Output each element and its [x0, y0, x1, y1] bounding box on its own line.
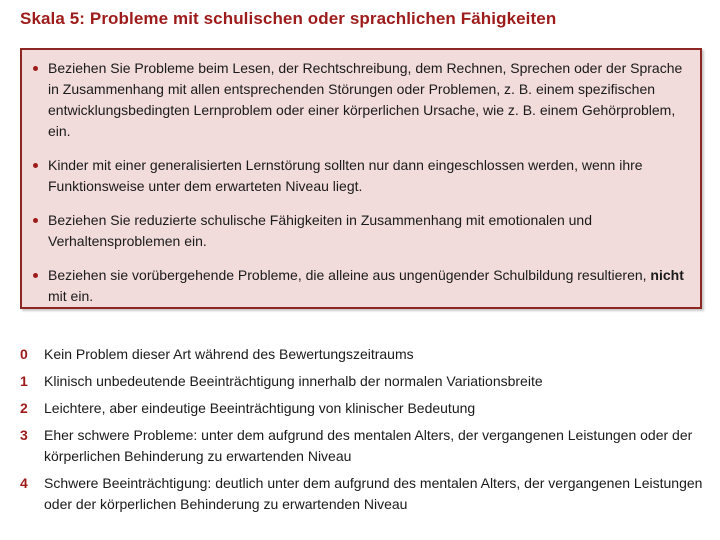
rating-label: Schwere Beeinträchtigung: deutlich unter dem aufgrund des mentalen Alters, der vergangenen Leistungen oder der körperlichen Behinderung zu erwartenden Niveau	[44, 475, 703, 512]
rating-value: 4	[20, 475, 28, 491]
text-segment: Beziehen Sie reduzierte schulische Fähigkeiten in Zusammenhang mit emotionalen und Verhaltensproblemen ein.	[48, 212, 592, 249]
rating-item	[20, 473, 704, 515]
text-segment: mit ein.	[48, 288, 94, 304]
guideline-text	[48, 265, 690, 307]
rating-label: Kein Problem dieser Art während des Bewertungszeitraums	[44, 346, 414, 362]
guideline-text	[48, 58, 690, 142]
guideline-item	[30, 265, 690, 307]
guideline-item	[30, 210, 690, 252]
text-segment: Beziehen Sie Probleme beim Lesen, der Rechtschreibung, dem Rechnen, Sprechen oder der Sprache in Zusammenhang mit allen entsprechenden Störungen oder Problemen, z. B. einem spezifischen entwicklungsbedingten Lernproblem oder einer körperlichen Ursache, wie z. B. einem Gehörproblem, ein.	[48, 60, 683, 139]
guidelines-box	[20, 48, 702, 309]
text-segment: Kinder mit einer generalisierten Lernstörung sollten nur dann eingeschlossen werden, wenn ihre Funktionsweise unter dem erwarteten Niveau liegt.	[48, 157, 643, 194]
bullet-dot-icon	[33, 218, 38, 223]
rating-label: Leichtere, aber eindeutige Beeinträchtigung von klinischer Bedeutung	[44, 400, 476, 416]
rating-item	[20, 344, 704, 365]
bullet-dot-icon	[33, 163, 38, 168]
rating-label: Eher schwere Probleme: unter dem aufgrund des mentalen Alters, der vergangenen Leistungen oder der körperlichen Behinderung zu erwartenden Niveau	[44, 427, 693, 464]
rating-value: 1	[20, 373, 28, 389]
bullet-dot-icon	[33, 273, 38, 278]
bullet-dot-icon	[33, 66, 38, 71]
rating-label: Klinisch unbedeutende Beeinträchtigung innerhalb der normalen Variationsbreite	[44, 373, 543, 389]
rating-item	[20, 398, 704, 419]
slide-title: Skala 5: Probleme mit schulischen oder sprachlichen Fähigkeiten	[20, 9, 557, 28]
rating-value: 0	[20, 346, 28, 362]
rating-item	[20, 371, 704, 392]
rating-value: 3	[20, 427, 28, 443]
guideline-item	[30, 58, 690, 142]
text-segment-bold: nicht	[650, 267, 684, 283]
guideline-text	[48, 155, 690, 197]
rating-item	[20, 425, 704, 467]
guideline-item	[30, 155, 690, 197]
text-segment: Beziehen sie vorübergehende Probleme, die alleine aus ungenügender Schulbildung resultieren,	[48, 267, 651, 283]
rating-scale	[20, 344, 704, 521]
rating-value: 2	[20, 400, 28, 416]
guideline-text	[48, 210, 690, 252]
